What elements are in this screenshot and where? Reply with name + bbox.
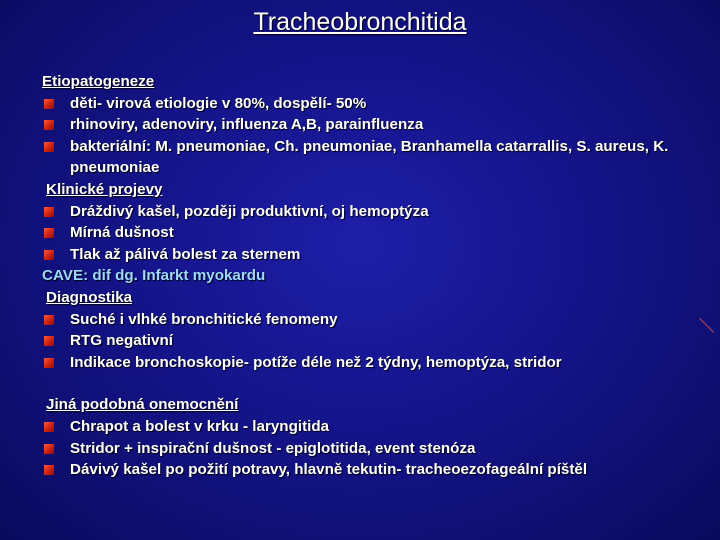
slide-content (42, 71, 702, 481)
list-item: Tlak až pálivá bolest za sternem (42, 244, 702, 266)
square-bullet-icon (44, 142, 54, 152)
list-item: Chrapot a bolest v krku - laryngitida (42, 416, 702, 438)
list-item: rhinoviry, adenoviry, influenza A,B, parainfluenza (42, 114, 702, 136)
list-item: Suché i vlhké bronchitické fenomeny (42, 309, 702, 331)
square-bullet-icon (44, 444, 54, 454)
heading-klinicke-projevy: Klinické projevy (46, 180, 163, 198)
square-bullet-icon (44, 228, 54, 238)
list-item: Dávivý kašel po požití potravy, hlavně tekutin- tracheoezofageální píštěl (42, 459, 702, 481)
slide-title: Tracheobronchitida (253, 8, 467, 36)
square-bullet-icon (44, 207, 54, 217)
list-item: Mírná dušnost (42, 222, 702, 244)
square-bullet-icon (44, 358, 54, 368)
square-bullet-icon (44, 336, 54, 346)
square-bullet-icon (44, 99, 54, 109)
heading-etiopatogeneze: Etiopatogeneze (42, 73, 155, 90)
square-bullet-icon (44, 120, 54, 130)
square-bullet-icon (44, 465, 54, 475)
spacer (42, 373, 702, 394)
list-item: děti- virová etiologie v 80%, dospělí- 50% (42, 93, 702, 115)
list-item: Indikace bronchoskopie- potíže déle než 2 týdny, hemoptýza, stridor (42, 352, 702, 374)
list-item: Dráždivý kašel, později produktivní, oj hemoptýza (42, 201, 702, 223)
cave-note: CAVE: dif dg. Infarkt myokardu (42, 267, 266, 285)
square-bullet-icon (44, 422, 54, 432)
heading-diagnostika: Diagnostika (46, 288, 133, 306)
list-item: bakteriální: M. pneumoniae, Ch. pneumoniae, Branhamella catarrallis, S. aureus, K. pneumoniae (42, 136, 702, 179)
list-item: RTG negativní (42, 330, 702, 352)
heading-jina-onemocneni: Jiná podobná onemocnění (46, 396, 239, 414)
square-bullet-icon (44, 250, 54, 260)
square-bullet-icon (44, 315, 54, 325)
list-item: Stridor + inspirační dušnost - epiglotitida, event stenóza (42, 438, 702, 460)
